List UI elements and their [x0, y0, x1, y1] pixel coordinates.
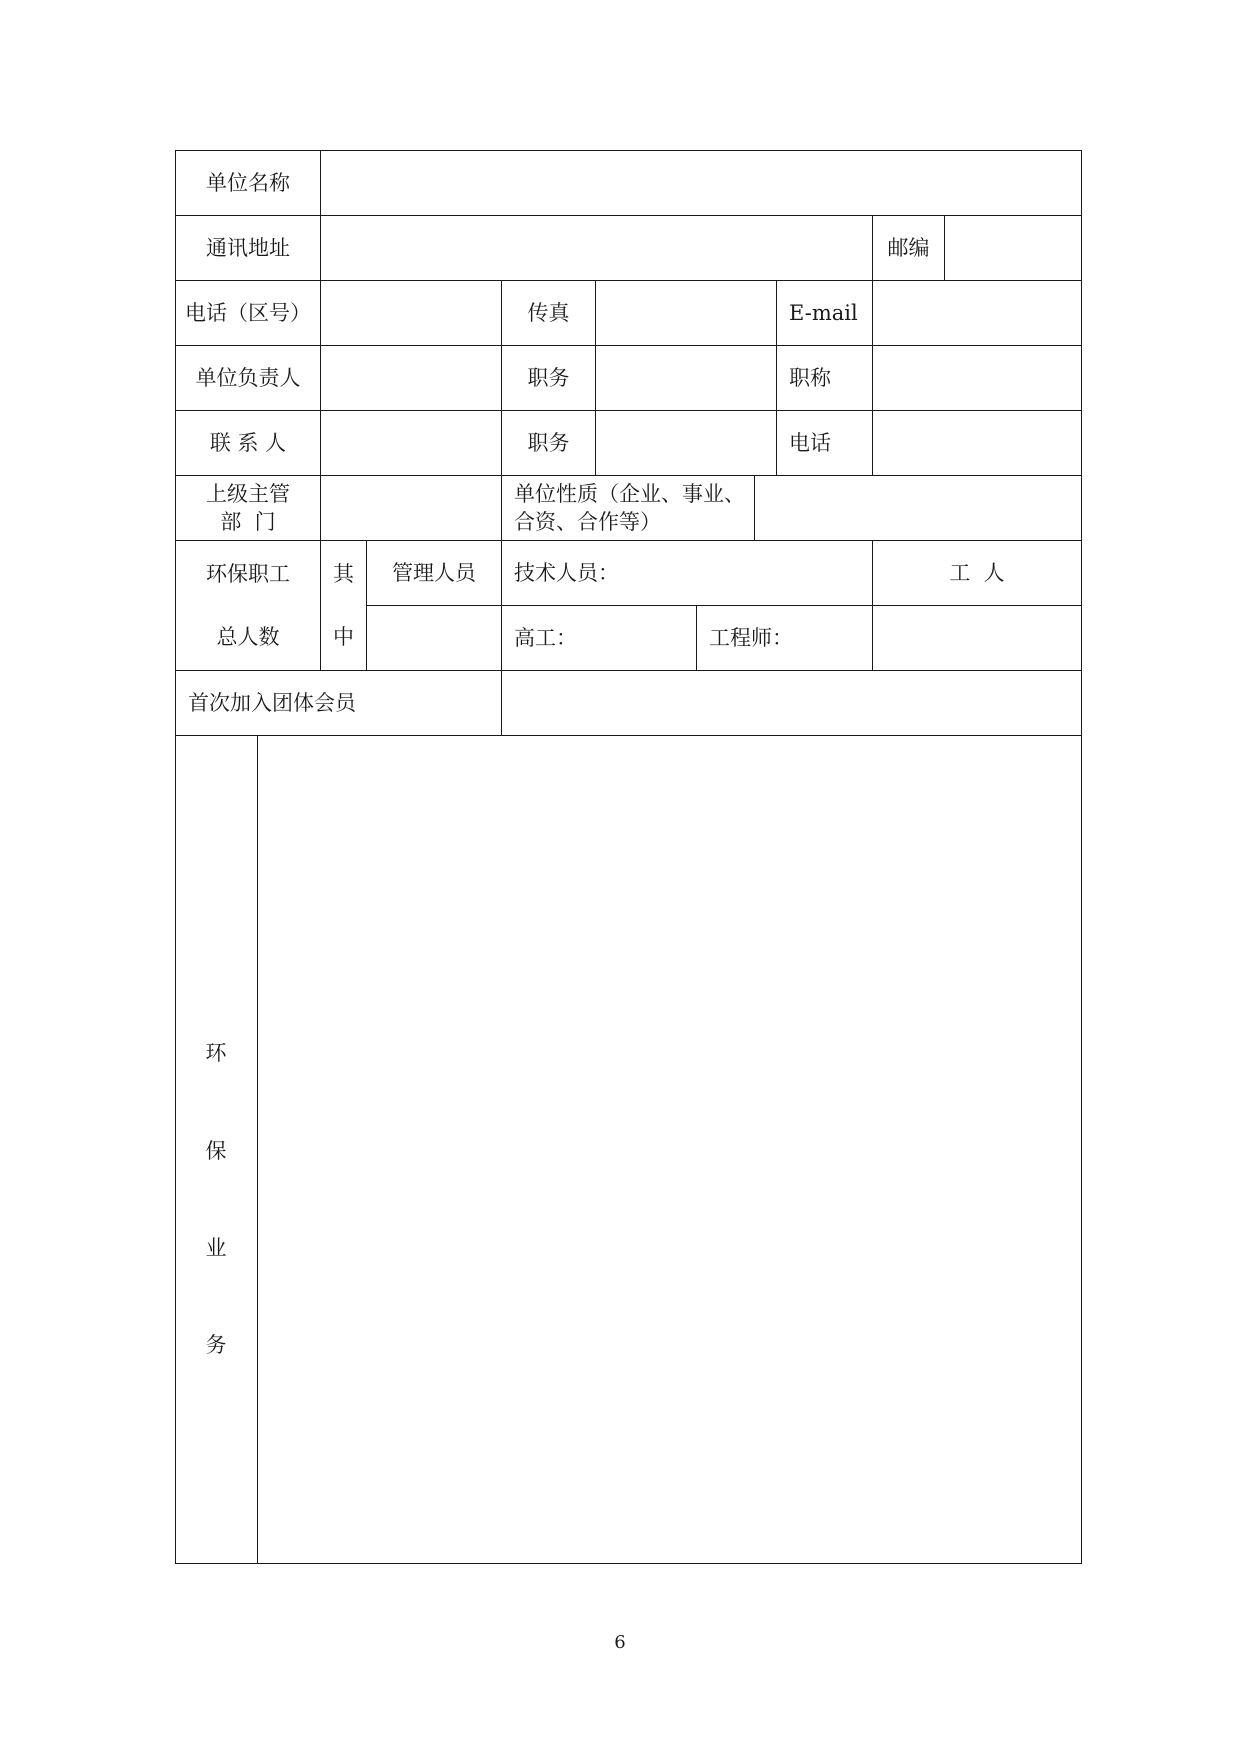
unit-nature-label-line2: 合资、合作等） — [514, 510, 661, 534]
contact-label — [175, 410, 321, 476]
managers-label-text: 管理人员 — [392, 560, 476, 585]
business-label-char-1: 环 — [205, 1041, 227, 1065]
engineers-label-text: 工程师： — [709, 625, 793, 650]
page-number: 6 — [614, 1632, 626, 1653]
position-label-1-text: 职务 — [527, 365, 570, 390]
address-label — [175, 215, 321, 281]
postcode-field[interactable] — [944, 215, 1082, 281]
position-label-2-text: 职务 — [527, 430, 570, 455]
workers-label-text: 工 人 — [949, 560, 1005, 585]
engineers-field[interactable] — [696, 605, 873, 671]
unit-nature-label-line1: 单位性质（企业、事业、 — [514, 481, 745, 506]
staff-total-label-stack — [206, 560, 290, 651]
postcode-label-text: 邮编 — [887, 235, 930, 260]
among-label-char2: 中 — [333, 624, 354, 649]
among-label-stack — [333, 560, 354, 651]
staff-total-label-line1: 环保职工 — [206, 562, 290, 587]
senior-engineers-field[interactable] — [501, 605, 697, 671]
staff-total-label — [175, 540, 321, 671]
technicians-field[interactable] — [501, 540, 873, 606]
unit-nature-label — [501, 475, 755, 541]
unit-name-field[interactable] — [320, 150, 1082, 216]
staff-total-label-line2: 总人数 — [216, 624, 280, 649]
superior-label-line2: 部 门 — [220, 510, 276, 534]
phone-field[interactable] — [872, 410, 1082, 476]
managers-label — [366, 540, 502, 606]
business-label-char-2: 保 — [205, 1139, 227, 1163]
contact-label-text: 联 系 人 — [209, 430, 287, 455]
technicians-label-text: 技术人员： — [514, 560, 619, 585]
title-field[interactable] — [872, 345, 1082, 411]
position-label-2 — [501, 410, 596, 476]
business-label-char-3: 业 — [205, 1236, 227, 1260]
position-field-2[interactable] — [595, 410, 777, 476]
workers-field[interactable] — [872, 605, 1082, 671]
business-field[interactable] — [257, 735, 1082, 1564]
unit-nature-field[interactable] — [754, 475, 1082, 541]
position-label-1 — [501, 345, 596, 411]
superior-label-line1: 上级主管 — [206, 481, 290, 506]
postcode-label — [872, 215, 945, 281]
phone-label — [776, 410, 873, 476]
unit-name-label-text: 单位名称 — [206, 170, 290, 195]
unit-head-field[interactable] — [320, 345, 502, 411]
contact-field[interactable] — [320, 410, 502, 476]
email-label-text: E-mail — [789, 300, 858, 325]
unit-head-label-text: 单位负责人 — [195, 365, 301, 390]
unit-head-label — [175, 345, 321, 411]
fax-label — [501, 280, 596, 346]
phone-area-field[interactable] — [320, 280, 502, 346]
title-label-text: 职称 — [789, 365, 831, 390]
fax-field[interactable] — [595, 280, 777, 346]
business-label-char-4: 务 — [205, 1333, 227, 1357]
fax-label-text: 传真 — [527, 300, 570, 325]
phone-area-label — [175, 280, 321, 346]
among-label — [320, 540, 367, 671]
superior-label — [175, 475, 321, 541]
senior-engineers-label-text: 高工： — [514, 625, 577, 650]
unit-nature-label-stack — [514, 480, 745, 537]
superior-label-stack — [206, 480, 290, 537]
workers-label — [872, 540, 1082, 606]
unit-name-label — [175, 150, 321, 216]
address-field[interactable] — [320, 215, 873, 281]
position-field-1[interactable] — [595, 345, 777, 411]
title-label — [776, 345, 873, 411]
email-label — [776, 280, 873, 346]
phone-area-label-text: 电话（区号） — [185, 300, 311, 325]
phone-label-text: 电话 — [789, 430, 831, 455]
first-join-label-text: 首次加入团体会员 — [188, 690, 356, 715]
superior-field[interactable] — [320, 475, 502, 541]
address-label-text: 通讯地址 — [206, 235, 290, 260]
email-field[interactable] — [872, 280, 1082, 346]
first-join-label — [175, 670, 502, 736]
managers-field[interactable] — [366, 605, 502, 671]
among-label-char1: 其 — [333, 562, 354, 587]
first-join-field[interactable] — [501, 670, 1082, 736]
